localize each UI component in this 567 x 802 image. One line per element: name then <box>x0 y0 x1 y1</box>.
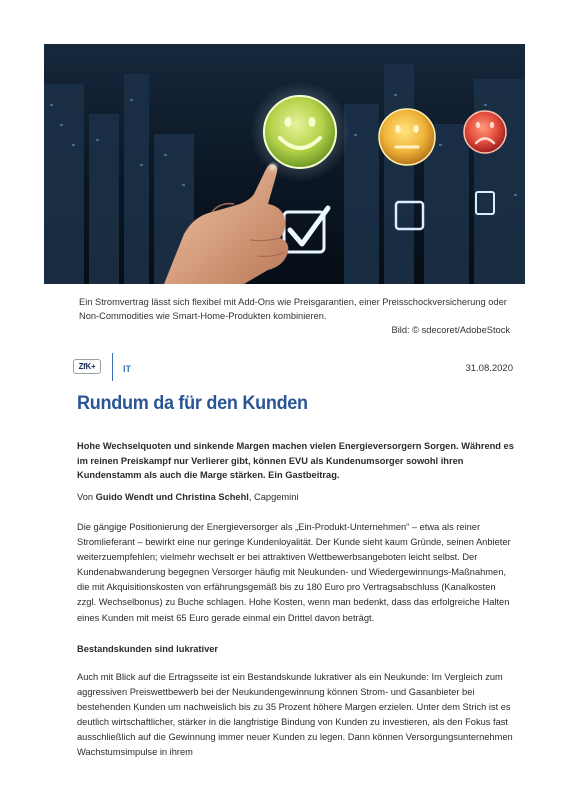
category-link[interactable]: IT <box>123 364 131 374</box>
article-title: Rundum da für den Kunden <box>77 393 308 414</box>
author-organization: , Capgemini <box>248 492 299 502</box>
image-credit: Bild: © sdecoret/AdobeStock <box>391 325 510 335</box>
neutral-face-icon <box>379 109 435 165</box>
author-names: Guido Wendt und Christina Schehl <box>95 492 249 502</box>
article-lead: Hohe Wechselquoten und sinkende Margen machen vielen Energieversorgern Sorgen. Während es im reinen Preiskampf nur Verlierer gibt, können EVU als Kundenumsorger sowohl ihren Kundenstamm als auch die Marge stärken. Ein Gastbeitrag. <box>77 441 514 480</box>
article-paragraph: Auch mit Blick auf die Ertragsseite ist ein Bestandskunde lukrativer als ein Neukunde: Im Vergleich zum aggressiven Preiswettbewerb bei der Neukundengewinnung können Strom- und Gasanbieter bei bestehenden Kunden um nachweislich bis zu 35 Prozent höhere Margen erzielen. Unter dem Strich ist es deutlich wirtschaftlicher, stärker in die langfristige Bindung von Kunden zu investieren, als den Fokus fast ausschließlich auf die Gewinnung immer neuer Kunden zu legen. Dann können Versorgungsunternehmen Wachstumsimpulse in ihrem <box>77 672 513 758</box>
happy-face-icon <box>250 82 350 182</box>
publish-date: 31.08.2020 <box>465 363 513 374</box>
image-caption: Ein Stromvertrag lässt sich flexibel mit Add-Ons wie Preisgarantien, einer Preisschockversicherung oder Non-Commodities wie Smart-Home-Produkten kombinieren. <box>79 297 507 321</box>
meta-divider <box>112 353 113 381</box>
article-subheading: Bestandskunden sind lukrativer <box>77 644 219 654</box>
zfk-plus-logo[interactable]: ZfK+ <box>73 359 101 374</box>
article-meta <box>73 353 513 381</box>
article-paragraph: Die gängige Positionierung der Energieversorger als „Ein-Produkt-Unternehmen“ – etwa als reiner Stromlieferant – bewirkt eine nur geringe Kundenloyalität. Der Kunde sieht kaum Gründe, seinen Anbieter weiterzuempfehlen; vielmehr wechselt er bei attraktiven Wettbewerbsangeboten leicht selbst. Der Kundenabwanderung begegnen Versorger häufig mit Neukunden- und Wiedergewinnungs-Maßnahmen, die mit Akquisitionskosten von erfährungsgemäß bis zu 180 Euro pro Vertragsabschluss (Kanalkosten zzgl. Wechselbonus) zu Buche schlagen. Hohe Kosten, wenn man bedenkt, dass das erfolgreiche Halten eines Kunden mit meist 65 Euro gerade einmal ein Drittel davon beträgt. <box>77 522 511 623</box>
sad-face-icon <box>464 111 506 153</box>
hero-image <box>44 44 525 284</box>
byline-prefix: Von <box>77 492 96 502</box>
article-byline <box>77 492 517 502</box>
